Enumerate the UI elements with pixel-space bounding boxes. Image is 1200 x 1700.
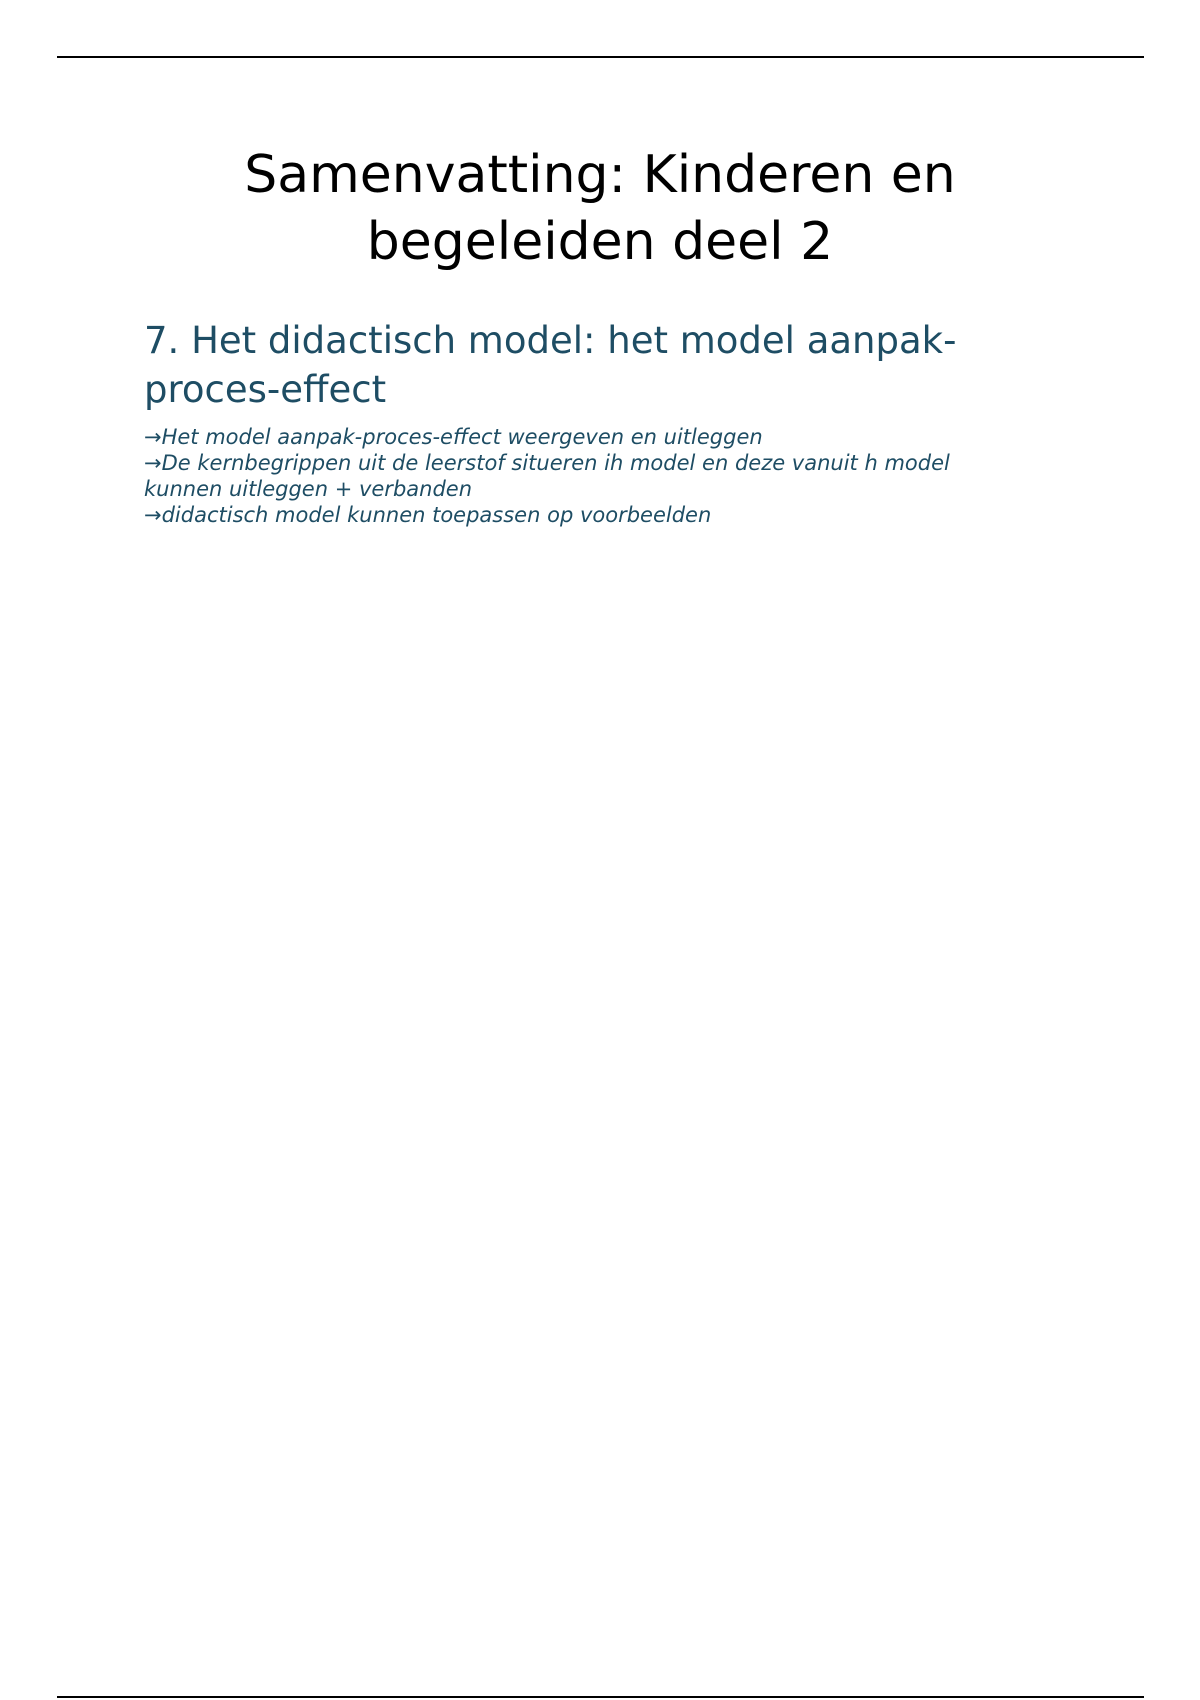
learning-objective: →De kernbegrippen uit de leerstof situeren ih model en deze vanuit h model kunnen uitleggen + verbanden — [144, 451, 950, 501]
page-header-rule — [57, 56, 1144, 58]
document-title-line-1: Samenvatting: Kinderen en — [244, 145, 956, 205]
page-footer-rule — [57, 1696, 1144, 1698]
document-title — [150, 142, 1050, 276]
learning-objective: →Het model aanpak-proces-effect weergeven en uitleggen — [144, 425, 763, 449]
section-heading: 7. Het didactisch model: het model aanpak-proces-effect — [144, 319, 957, 411]
document-title-line-2: begeleiden deel 2 — [366, 212, 834, 272]
learning-objectives-list — [144, 424, 1024, 528]
learning-objective: →didactisch model kunnen toepassen op voorbeelden — [144, 503, 712, 527]
